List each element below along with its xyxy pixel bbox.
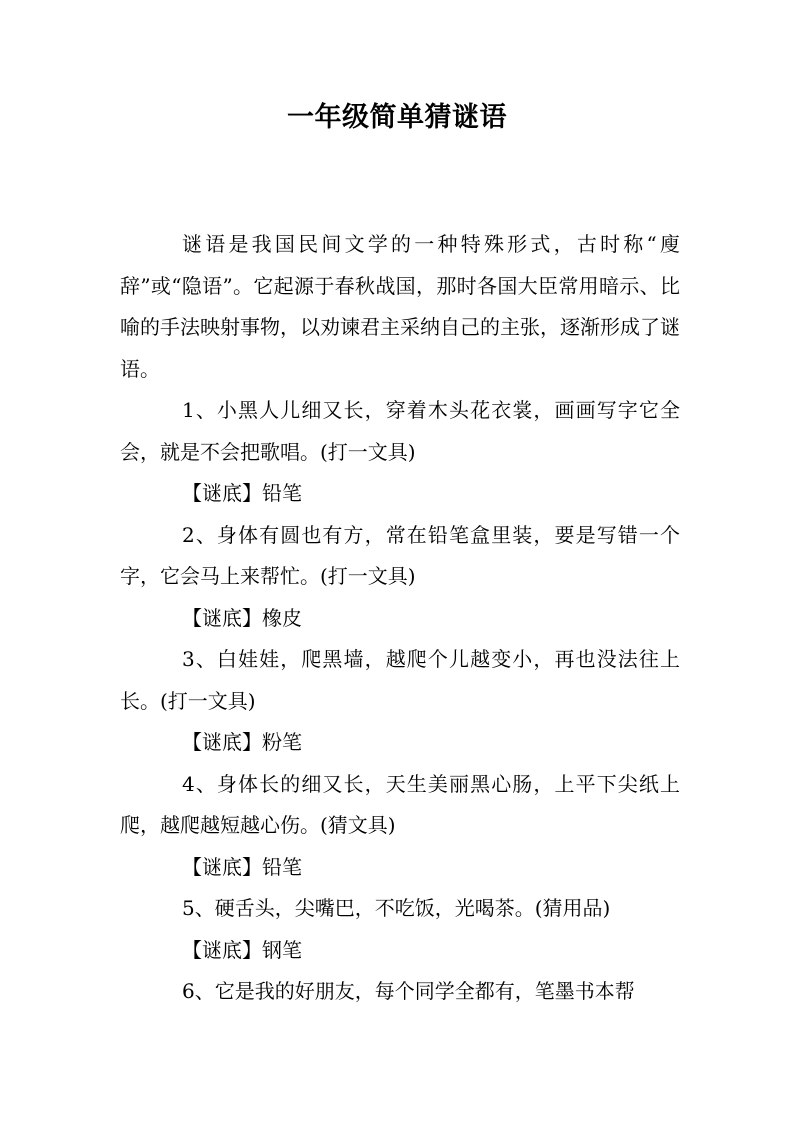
- riddle-answer: 【谜底】铅笔: [182, 481, 302, 505]
- riddle-question-partial: 6、它是我的好朋友，每个同学全都有，笔墨书本帮: [182, 979, 635, 1003]
- riddle-question: 5、硬舌头，尖嘴巴，不吃饭，光喝茶。(猜用品): [182, 896, 611, 920]
- riddle-question: 4、身体长的细又长，天生美丽黑心肠，上平下尖纸上爬，越爬越短越心伤。(猜文具): [120, 771, 680, 837]
- riddle-question: 3、白娃娃，爬黑墙，越爬个儿越变小，再也没法往上长。(打一文具): [120, 647, 680, 713]
- riddle-answer: 【谜底】橡皮: [182, 605, 302, 630]
- page-title: 一年级简单猜谜语: [287, 102, 507, 133]
- riddle-answer: 【谜底】钢笔: [182, 937, 302, 962]
- riddle-answer: 【谜底】粉笔: [182, 730, 302, 754]
- riddle-question: 1、小黑人儿细又长，穿着木头花衣裳，画画写字它全会，就是不会把歌唱。(打一文具): [120, 398, 680, 464]
- intro-paragraph: 谜语是我国民间文学的一种特殊形式，古时称“廋辞”或“隐语”。它起源于春秋战国，那时各国大臣常用暗示、比喻的手法映射事物，以劝谏君主采纳自己的主张，逐渐形成了谜语。: [120, 232, 680, 381]
- document-body: [120, 224, 680, 1013]
- riddle-answer: 【谜底】铅笔: [182, 854, 302, 879]
- riddle-question: 2、身体有圆也有方，常在铅笔盒里装，要是写错一个字，它会马上来帮忙。(打一文具): [120, 522, 680, 588]
